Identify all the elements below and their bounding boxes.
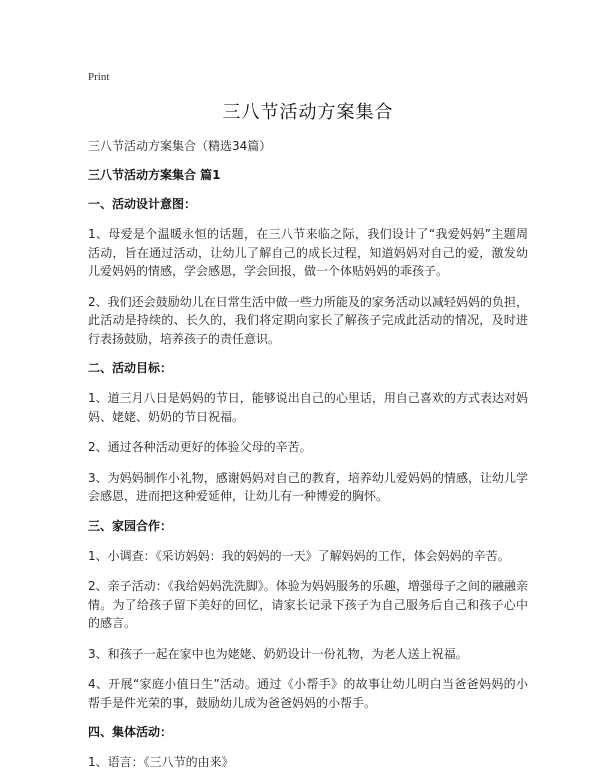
section-home-school-cooperation: [88, 518, 528, 713]
paragraph: 1、语言：《三八节的由来》: [88, 755, 234, 769]
section-heading: 四、集体活动：: [88, 725, 173, 739]
document-subtitle: 三八节活动方案集合（精选34篇）: [88, 139, 272, 153]
paragraph: 4、开展“家庭小值日生”活动。通过《小帮手》的故事让幼儿明白当爸爸妈妈的小帮手是件光荣的事，鼓励幼儿成为爸爸妈妈的小帮手。: [88, 677, 528, 710]
article-heading: 三八节活动方案集合 篇1: [88, 168, 221, 182]
paragraph: 1、道三月八日是妈妈的节日，能够说出自己的心里话，用自己喜欢的方式表达对妈妈、姥姥、奶奶的节日祝福。: [88, 391, 528, 424]
section-heading: 三、家园合作：: [88, 518, 173, 533]
paragraph: 1、小调查：《采访妈妈：我的妈妈的一天》了解妈妈的工作，体会妈妈的辛苦。: [88, 548, 510, 563]
section-design-intent: [88, 196, 528, 348]
paragraph: 3、和孩子一起在家中也为姥姥、奶奶设计一份礼物，为老人送上祝福。: [88, 646, 468, 661]
paragraph: 2、我们还会鼓励幼儿在日常生活中做一些力所能及的家务活动以减轻妈妈的负担，此活动是持续的、长久的，我们将定期向家长了解孩子完成此活动的情况，及时进行表扬鼓励，培养孩子的责任意识。: [88, 294, 528, 346]
paragraph: 1、母爱是个温暖永恒的话题，在三八节来临之际，我们设计了“我爱妈妈”主题周活动，旨在通过活动，让幼儿了解自己的成长过程，知道妈妈对自己的爱，激发幼儿爱妈妈的情感，学会感恩，学会回报，做一个体贴妈妈的乖孩子。: [88, 227, 528, 278]
document-title: 三八节活动方案集合: [222, 102, 394, 123]
section-heading: 二、活动目标：: [88, 361, 173, 375]
paragraph: 2、亲子活动：《我给妈妈洗洗脚》。体验为妈妈服务的乐趣，增强母子之间的融融亲情。为了给孩子留下美好的回忆，请家长记录下孩子为自己服务后自己和孩子心中的感言。: [88, 579, 528, 630]
section-goals: [88, 360, 528, 506]
paragraph: 2、通过各种活动更好的体验父母的辛苦。: [88, 440, 312, 454]
section-heading: 一、活动设计意图：: [88, 197, 197, 211]
section-group-activities: [88, 724, 528, 772]
document-page: [88, 70, 528, 784]
paragraph: 3、为妈妈制作小礼物，感谢妈妈对自己的教育，培养幼儿爱妈妈的情感，让幼儿学会感恩，进而把这种爱延伸，让幼儿有一种博爱的胸怀。: [88, 470, 528, 503]
print-link[interactable]: Print: [88, 71, 110, 83]
